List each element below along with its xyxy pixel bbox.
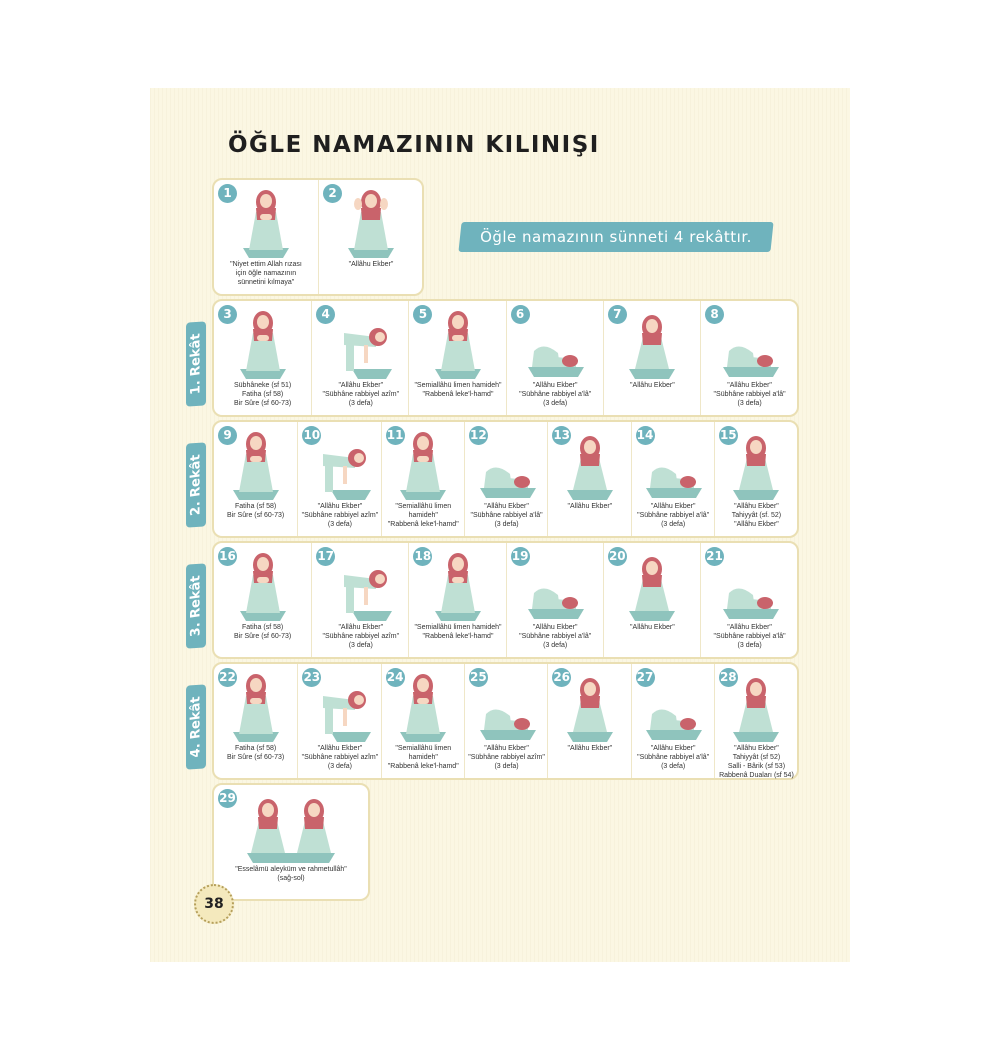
caption-line: "Semiallâhü limen hamideh" <box>414 382 502 389</box>
caption-line: "Allâhu Ekber" <box>650 745 696 752</box>
rekat-label-text: 1. Rekât <box>188 332 204 396</box>
step-number-badge: 1 <box>218 184 237 203</box>
step-caption <box>216 865 366 883</box>
step-caption <box>411 381 504 399</box>
step-number-badge: 24 <box>386 668 405 687</box>
caption-line: "Allâhu Ekber" <box>567 745 613 752</box>
step-card <box>311 301 409 415</box>
caption-line: (sağ-sol) <box>277 875 305 882</box>
step-number-badge: 9 <box>218 426 237 445</box>
caption-line: "Sübhâne rabbiyel a'lâ" <box>637 754 710 761</box>
step-row-4 <box>212 541 799 659</box>
page-title: ÖĞLE NAMAZININ KILINIŞI <box>228 132 600 158</box>
step-number-badge: 26 <box>552 668 571 687</box>
caption-line: (3 defa) <box>494 763 519 770</box>
step-card <box>506 301 604 415</box>
step-card <box>603 301 701 415</box>
caption-line: "Allâhu Ekber" <box>317 745 363 752</box>
step-card <box>700 301 798 415</box>
step-number-badge: 29 <box>218 789 237 808</box>
step-number-badge: 28 <box>719 668 738 687</box>
step-number-badge: 3 <box>218 305 237 324</box>
step-caption <box>314 381 407 408</box>
caption-line: "Allâhu Ekber" <box>630 624 675 631</box>
caption-line: "Sübhâne rabbiyel a'lâ" <box>637 512 710 519</box>
step-card <box>318 180 423 294</box>
step-caption <box>509 381 602 408</box>
caption-line: "Allâhu Ekber" <box>532 624 578 631</box>
rekat-label-text: 4. Rekât <box>188 695 204 759</box>
step-caption <box>703 623 796 650</box>
caption-line: Fatiha (sf 58) <box>235 745 277 752</box>
step-number-badge: 18 <box>413 547 432 566</box>
step-caption <box>216 381 309 408</box>
info-banner-text: Öğle namazının sünneti 4 rekâttır. <box>480 228 752 246</box>
caption-line: "Sübhâne rabbiyel azîm" <box>468 754 545 761</box>
caption-line: Bir Sûre (sf 60-73) <box>234 400 292 407</box>
step-caption <box>509 623 602 650</box>
step-number-badge: 11 <box>386 426 405 445</box>
caption-line: "Rabbenâ leke'l-hamd" <box>387 521 459 528</box>
step-card <box>214 785 368 899</box>
step-number-badge: 8 <box>705 305 724 324</box>
step-caption <box>703 381 796 408</box>
step-card <box>408 301 506 415</box>
step-caption <box>300 744 379 771</box>
step-number-badge: 25 <box>469 668 488 687</box>
step-card <box>297 664 381 778</box>
caption-line: Fatiha (sf 58) <box>241 624 284 631</box>
step-card <box>603 543 701 657</box>
caption-line: "Sübhâne rabbiyel a'lâ" <box>713 391 786 398</box>
caption-line: "Rabbenâ leke'l-hamd" <box>387 763 459 770</box>
caption-line: "Rabbenâ leke'l-hamd" <box>422 633 494 640</box>
caption-line: "Niyet ettim Allah rızası <box>230 261 302 268</box>
step-number-badge: 12 <box>469 426 488 445</box>
step-row-6 <box>212 783 370 901</box>
caption-line: "Semiallâhü limen hamideh" <box>395 745 452 761</box>
step-row-2 <box>212 299 799 417</box>
step-number-badge: 5 <box>413 305 432 324</box>
step-number-badge: 7 <box>608 305 627 324</box>
caption-line: "Semiallâhü limen hamideh" <box>395 503 452 519</box>
caption-line: Tahiyyât (sf. 52) <box>731 512 782 519</box>
step-caption <box>550 744 629 753</box>
step-card <box>297 422 381 536</box>
step-caption <box>216 623 309 641</box>
step-card <box>464 664 548 778</box>
caption-line: "Allâhu Ekber" <box>484 503 529 510</box>
caption-line: "Sübhâne rabbiyel a'lâ" <box>519 633 592 640</box>
caption-line: "Allâhu Ekber" <box>317 503 363 510</box>
step-caption <box>216 260 316 287</box>
caption-line: (3 defa) <box>661 521 686 528</box>
caption-line: (3 defa) <box>543 400 568 407</box>
rekat-label <box>186 684 206 769</box>
step-card <box>214 180 318 294</box>
page-number: 38 <box>194 884 234 924</box>
step-row-1 <box>212 178 424 296</box>
caption-line: "Allâhu Ekber" <box>734 745 779 752</box>
caption-line: "Allâhu Ekber" <box>734 503 779 510</box>
step-number-badge: 16 <box>218 547 237 566</box>
step-caption <box>321 260 421 269</box>
caption-line: "Allâhu Ekber" <box>348 261 394 268</box>
caption-line: (3 defa) <box>737 400 762 407</box>
step-caption <box>606 381 699 390</box>
step-card <box>381 664 465 778</box>
caption-line: Bir Sûre (sf 60-73) <box>227 754 285 761</box>
rekat-label-text: 2. Rekât <box>188 453 204 517</box>
caption-line: "Allâhu Ekber" <box>338 624 384 631</box>
salam-pose-illustration <box>214 791 368 867</box>
step-card <box>631 664 715 778</box>
caption-line: (3 defa) <box>543 642 568 649</box>
caption-line: "Allâhu Ekber" <box>650 503 696 510</box>
caption-line: "Sübhâne rabbiyel azîm" <box>301 754 379 761</box>
rekat-label <box>186 563 206 648</box>
caption-line: "Allâhu Ekber" <box>727 382 772 389</box>
caption-line: "Allâhu Ekber" <box>567 503 613 510</box>
caption-line: "Sübhâne rabbiyel a'lâ" <box>470 512 543 519</box>
caption-line: "Sübhâne rabbiyel azîm" <box>322 633 400 640</box>
step-number-badge: 15 <box>719 426 738 445</box>
step-number-badge: 4 <box>316 305 335 324</box>
step-number-badge: 21 <box>705 547 724 566</box>
step-card <box>464 422 548 536</box>
step-number-badge: 10 <box>302 426 321 445</box>
step-card <box>506 543 604 657</box>
step-caption <box>550 502 629 511</box>
step-number-badge: 27 <box>636 668 655 687</box>
caption-line: "Sübhâne rabbiyel a'lâ" <box>713 633 786 640</box>
step-card <box>381 422 465 536</box>
step-number-badge: 2 <box>323 184 342 203</box>
caption-line: "Sübhâne rabbiyel azîm" <box>301 512 379 519</box>
step-caption <box>467 744 546 771</box>
step-card <box>714 664 798 778</box>
caption-line: "Sübhâne rabbiyel azîm" <box>322 391 400 398</box>
caption-line: "Esselâmü aleyküm ve rahmetullâh" <box>235 866 347 873</box>
step-card <box>311 543 409 657</box>
rekat-label <box>186 442 206 527</box>
step-caption <box>717 744 796 780</box>
step-caption <box>384 744 463 771</box>
caption-line: sünnetini kılmaya" <box>237 279 295 286</box>
caption-line: Bir Sûre (sf 60-73) <box>234 633 292 640</box>
caption-line: (3 defa) <box>327 521 352 528</box>
step-card <box>214 664 297 778</box>
step-caption <box>216 502 295 520</box>
caption-line: Salli - Bârik (sf 53) <box>727 763 786 770</box>
caption-line: Fatiha (sf 58) <box>235 503 277 510</box>
caption-line: "Allâhu Ekber" <box>630 382 675 389</box>
step-number-badge: 14 <box>636 426 655 445</box>
caption-line: (3 defa) <box>737 642 762 649</box>
step-number-badge: 13 <box>552 426 571 445</box>
caption-line: (3 defa) <box>348 642 373 649</box>
step-number-badge: 20 <box>608 547 627 566</box>
step-caption <box>634 502 713 529</box>
caption-line: Sübhâneke (sf 51) <box>233 382 292 389</box>
rekat-label-text: 3. Rekât <box>188 574 204 638</box>
step-caption <box>384 502 463 529</box>
step-caption <box>606 623 699 632</box>
caption-line: "Allâhu Ekber" <box>727 624 772 631</box>
caption-line: "Allâhu Ekber" <box>338 382 384 389</box>
step-caption <box>717 502 796 529</box>
step-caption <box>300 502 379 529</box>
step-caption <box>634 744 713 771</box>
step-row-5 <box>212 662 799 780</box>
step-card <box>408 543 506 657</box>
step-caption <box>314 623 407 650</box>
caption-line: "Rabbenâ leke'l-hamd" <box>422 391 494 398</box>
caption-line: Rabbenâ Duaları (sf 54) <box>719 772 794 779</box>
step-caption <box>216 744 295 762</box>
caption-line: Tahiyyât (sf 52) <box>732 754 781 761</box>
caption-line: "Sübhâne rabbiyel a'lâ" <box>519 391 592 398</box>
step-number-badge: 6 <box>511 305 530 324</box>
caption-line: Fatiha (sf 58) <box>241 391 284 398</box>
step-caption <box>411 623 504 641</box>
step-card <box>700 543 798 657</box>
step-number-badge: 23 <box>302 668 321 687</box>
step-card <box>547 422 631 536</box>
caption-line: "Allâhu Ekber" <box>484 745 529 752</box>
caption-line: (3 defa) <box>348 400 373 407</box>
step-row-3 <box>212 420 799 538</box>
step-number-badge: 19 <box>511 547 530 566</box>
caption-line: "Allâhu Ekber" <box>532 382 578 389</box>
step-card <box>631 422 715 536</box>
step-card <box>547 664 631 778</box>
caption-line: "Allâhu Ekber" <box>734 521 779 528</box>
caption-line: için öğle namazının <box>235 270 297 277</box>
step-card <box>214 422 297 536</box>
step-card <box>714 422 798 536</box>
step-card <box>214 301 311 415</box>
step-number-badge: 22 <box>218 668 237 687</box>
rekat-label <box>186 321 206 406</box>
step-caption <box>467 502 546 529</box>
caption-line: Bir Sûre (sf 60-73) <box>227 512 285 519</box>
caption-line: "Semiallâhü limen hamideh" <box>414 624 502 631</box>
caption-line: (3 defa) <box>661 763 686 770</box>
step-number-badge: 17 <box>316 547 335 566</box>
caption-line: (3 defa) <box>494 521 519 528</box>
step-card <box>214 543 311 657</box>
caption-line: (3 defa) <box>327 763 352 770</box>
